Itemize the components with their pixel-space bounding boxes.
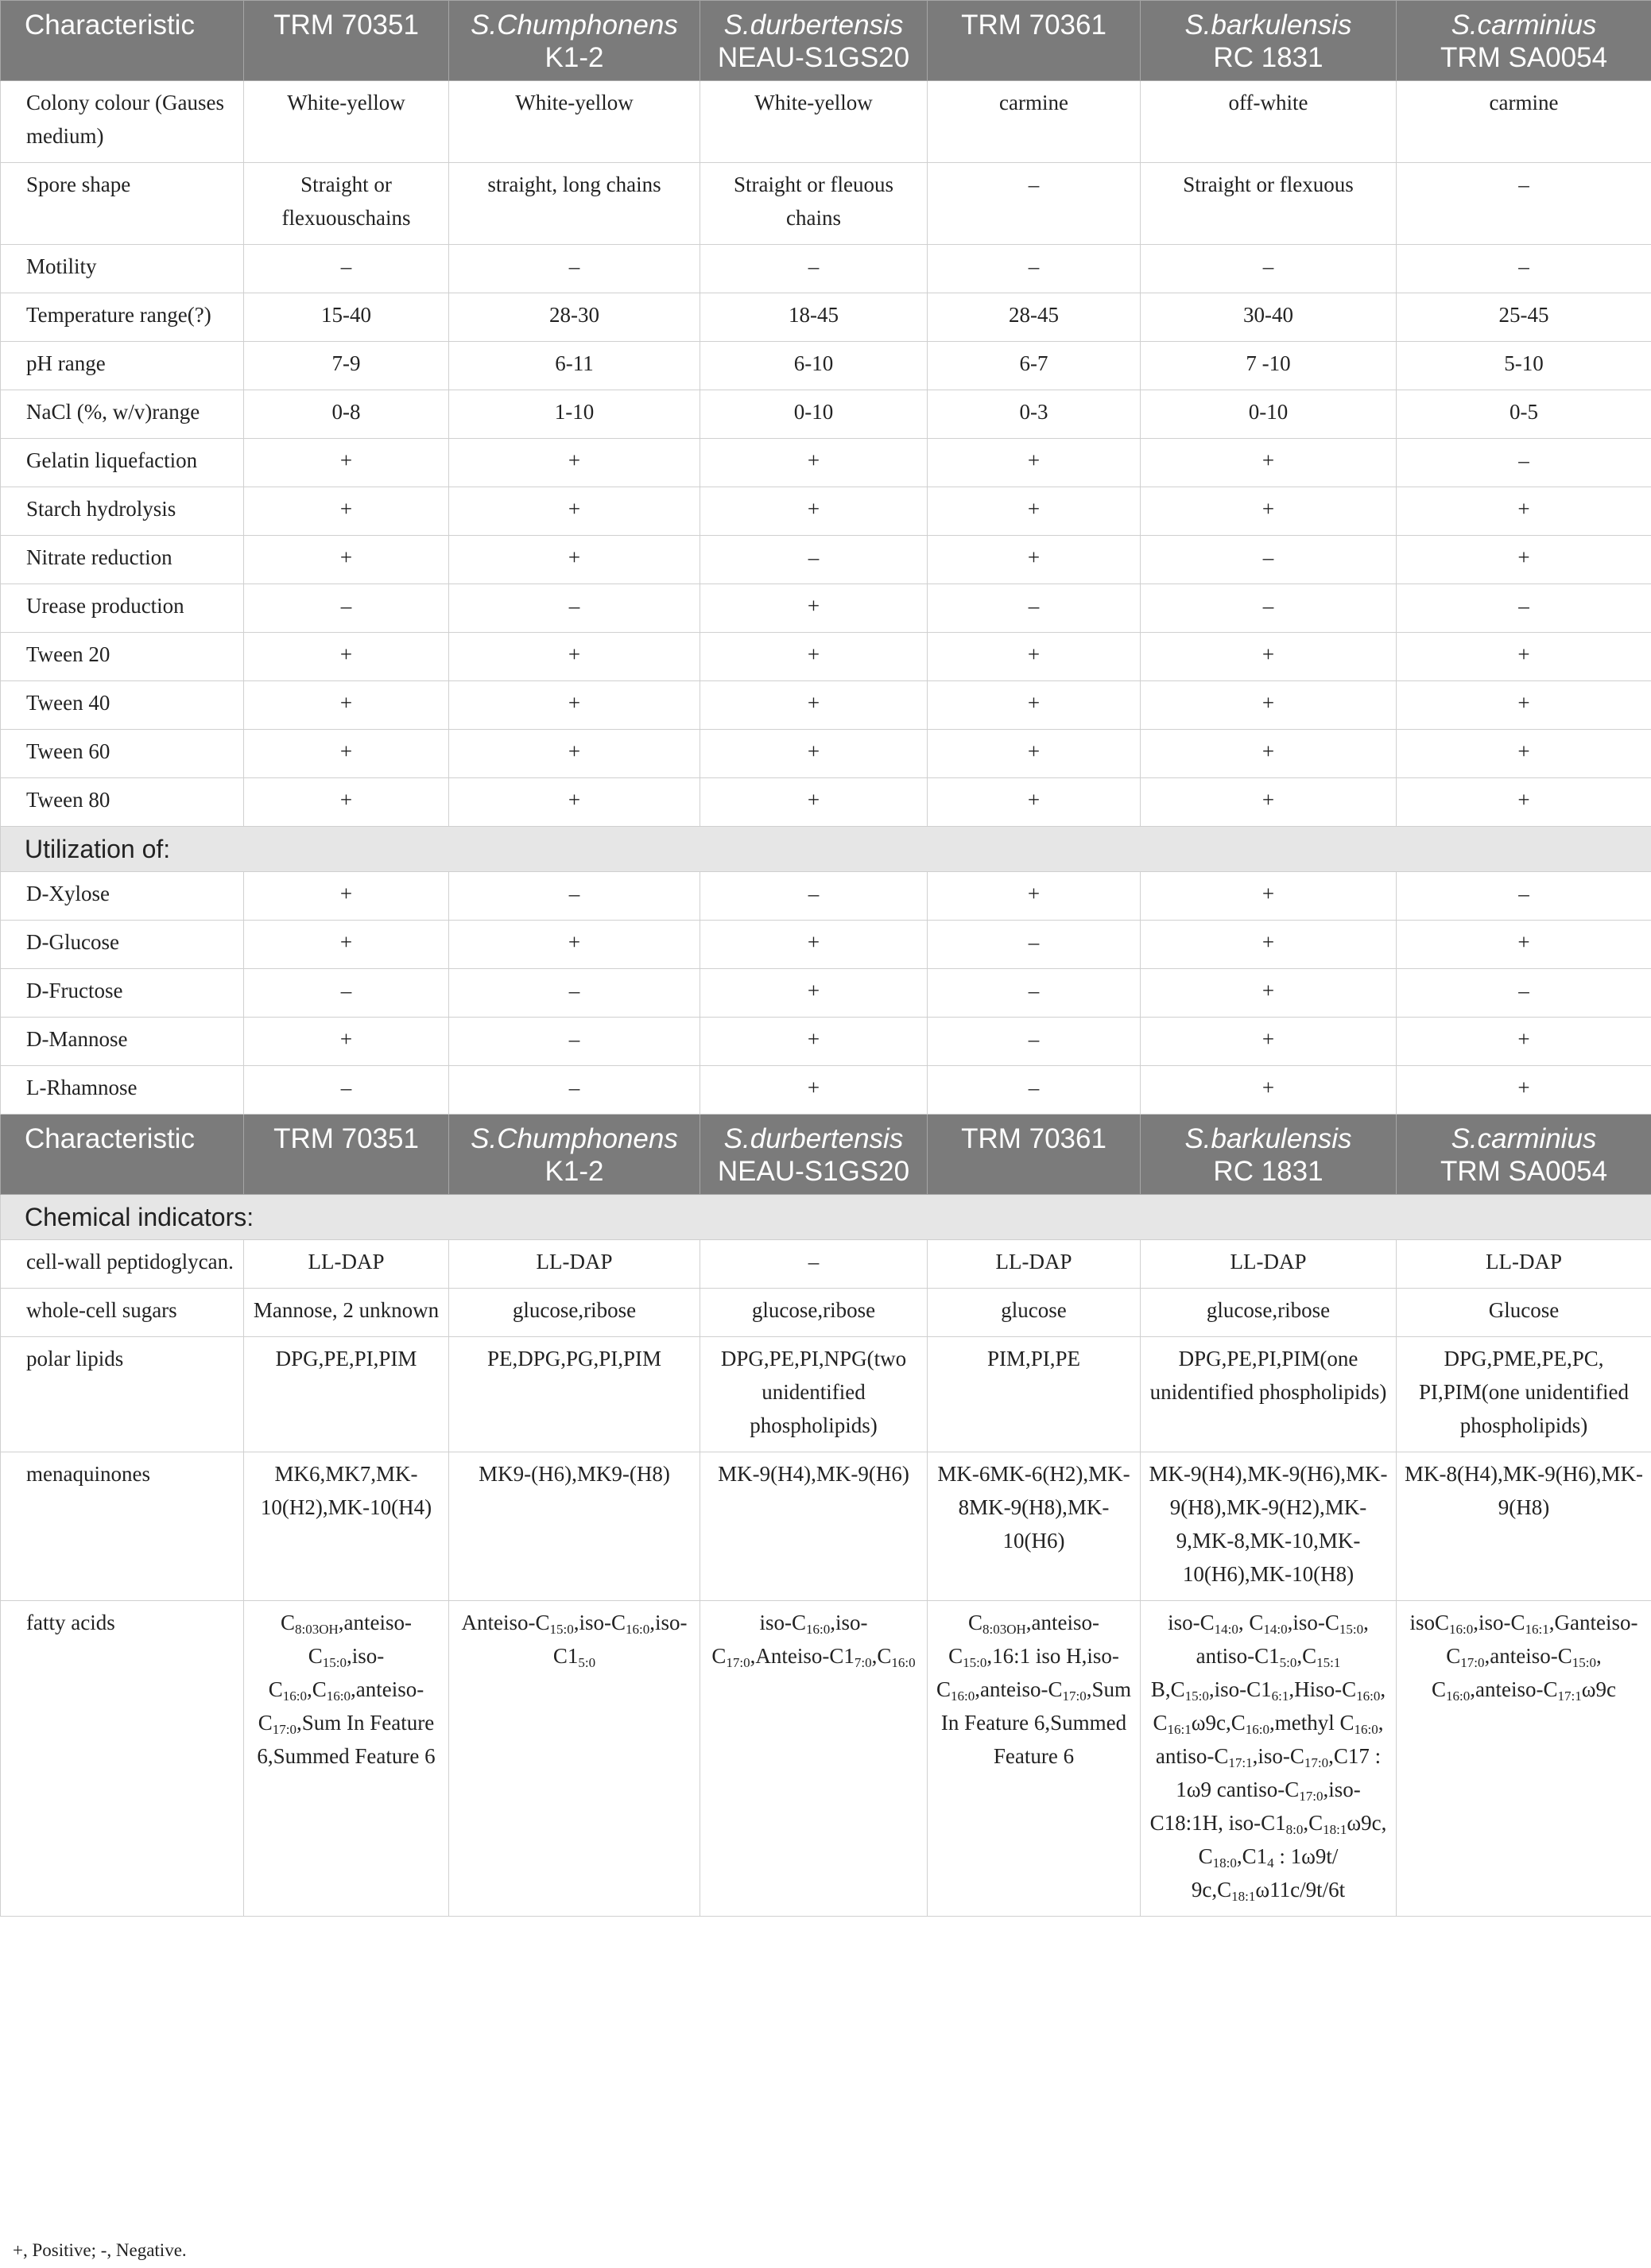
column-header bbox=[700, 1, 928, 81]
table-cell: + bbox=[700, 1066, 928, 1115]
table-cell: carmine bbox=[1397, 81, 1651, 163]
section-title: Chemical indicators: bbox=[1, 1195, 1651, 1240]
table-cell: – bbox=[928, 921, 1141, 969]
table-cell: LL-DAP bbox=[1141, 1240, 1397, 1289]
table-cell: Glucose bbox=[1397, 1289, 1651, 1337]
table-cell: LL-DAP bbox=[244, 1240, 449, 1289]
column-header-name: Characteristic bbox=[25, 1123, 195, 1154]
row-label: fatty acids bbox=[1, 1601, 244, 1917]
table-cell: + bbox=[1141, 1018, 1397, 1066]
table-cell: – bbox=[928, 969, 1141, 1018]
table-cell: 7-9 bbox=[244, 342, 449, 390]
table-cell: + bbox=[1141, 872, 1397, 921]
column-header-strain: K1-2 bbox=[545, 42, 604, 73]
table-cell: MK-8(H4),MK-9(H6),MK-9(H8) bbox=[1397, 1452, 1651, 1601]
table-row bbox=[1, 245, 1651, 293]
column-header-strain: RC 1831 bbox=[1213, 1156, 1324, 1187]
table-cell: MK9-(H6),MK9-(H8) bbox=[449, 1452, 700, 1601]
table-cell: + bbox=[244, 921, 449, 969]
table-row bbox=[1, 584, 1651, 633]
row-label: Starch hydrolysis bbox=[1, 487, 244, 536]
table-cell: 15-40 bbox=[244, 293, 449, 342]
row-label: D-Mannose bbox=[1, 1018, 244, 1066]
table-cell: + bbox=[700, 633, 928, 681]
table-cell: 6-10 bbox=[700, 342, 928, 390]
table-row bbox=[1, 390, 1651, 439]
table-row bbox=[1, 1066, 1651, 1115]
table-cell: $C_{8:03OH},anteiso-C_{15:0},16:1$ iso $H,iso-C_{16:0},anteiso-C_{17:0},Sum$ In Feature 6,Summed Feature 6 bbox=[928, 1601, 1141, 1917]
table-cell: + bbox=[1141, 633, 1397, 681]
table-cell: + bbox=[928, 730, 1141, 778]
table-cell: 0-5 bbox=[1397, 390, 1651, 439]
table-cell: LL-DAP bbox=[1397, 1240, 1651, 1289]
row-label: menaquinones bbox=[1, 1452, 244, 1601]
column-header-strain: RC 1831 bbox=[1213, 42, 1324, 73]
table-footnote: +, Positive; -, Negative. bbox=[13, 2240, 187, 2260]
row-label: pH range bbox=[1, 342, 244, 390]
table-cell: – bbox=[700, 1240, 928, 1289]
table-cell: – bbox=[1397, 584, 1651, 633]
table-cell: + bbox=[244, 730, 449, 778]
column-header-name: S.barkulensis bbox=[1184, 10, 1352, 41]
table-cell: + bbox=[700, 681, 928, 730]
section-utilization bbox=[1, 827, 1651, 872]
table-cell: + bbox=[928, 439, 1141, 487]
table-cell: + bbox=[449, 487, 700, 536]
table-cell: + bbox=[1397, 487, 1651, 536]
table-cell: Straight or fleuous chains bbox=[700, 163, 928, 245]
header-row bbox=[1, 1, 1651, 81]
column-header bbox=[449, 1, 700, 81]
table-cell: MK-9(H4),MK-9(H6) bbox=[700, 1452, 928, 1601]
table-cell: carmine bbox=[928, 81, 1141, 163]
table-cell: + bbox=[1397, 921, 1651, 969]
table-cell: 30-40 bbox=[1141, 293, 1397, 342]
table-cell: – bbox=[1397, 163, 1651, 245]
table-row bbox=[1, 1240, 1651, 1289]
table-row bbox=[1, 81, 1651, 163]
table-cell: + bbox=[928, 487, 1141, 536]
column-header bbox=[244, 1115, 449, 1195]
row-label: Tween 80 bbox=[1, 778, 244, 827]
table-cell: DPG,PE,PI,NPG(two unidentified phospholipids) bbox=[700, 1337, 928, 1452]
table-cell: + bbox=[1397, 1066, 1651, 1115]
table-cell: straight, long chains bbox=[449, 163, 700, 245]
table-cell: + bbox=[1141, 439, 1397, 487]
column-header bbox=[449, 1115, 700, 1195]
section-chemical bbox=[1, 1195, 1651, 1240]
table-row bbox=[1, 1337, 1651, 1452]
table-cell: + bbox=[1397, 730, 1651, 778]
column-header-name: S.carminius bbox=[1451, 10, 1597, 41]
table-cell: – bbox=[700, 245, 928, 293]
table-cell: – bbox=[928, 163, 1141, 245]
table-cell: off-white bbox=[1141, 81, 1397, 163]
row-label: Motility bbox=[1, 245, 244, 293]
table-cell: + bbox=[1141, 969, 1397, 1018]
column-header-strain: TRM SA0054 bbox=[1440, 1156, 1608, 1187]
table-cell: – bbox=[1397, 245, 1651, 293]
table-cell: glucose,ribose bbox=[449, 1289, 700, 1337]
table-cell: + bbox=[449, 921, 700, 969]
table-cell: + bbox=[1141, 730, 1397, 778]
column-header bbox=[1, 1, 244, 81]
table-cell: – bbox=[449, 1066, 700, 1115]
table-cell: + bbox=[928, 633, 1141, 681]
table-cell: + bbox=[700, 969, 928, 1018]
table-cell: 0-8 bbox=[244, 390, 449, 439]
row-label: D-Fructose bbox=[1, 969, 244, 1018]
table-cell: + bbox=[244, 536, 449, 584]
table-cell: – bbox=[1141, 245, 1397, 293]
column-header-name: TRM 70361 bbox=[961, 1123, 1106, 1154]
column-header-name: S.barkulensis bbox=[1184, 1123, 1352, 1154]
column-header bbox=[1397, 1115, 1651, 1195]
table-cell: – bbox=[1141, 536, 1397, 584]
table-cell: 0-3 bbox=[928, 390, 1141, 439]
column-header-name: S.durbertensis bbox=[723, 10, 904, 41]
table-cell: + bbox=[700, 921, 928, 969]
row-label: Tween 40 bbox=[1, 681, 244, 730]
table-cell: + bbox=[700, 1018, 928, 1066]
header-row bbox=[1, 1115, 1651, 1195]
table-cell: – bbox=[244, 1066, 449, 1115]
column-header-name: S.durbertensis bbox=[723, 1123, 904, 1154]
column-header bbox=[1397, 1, 1651, 81]
column-header bbox=[1141, 1, 1397, 81]
table-cell: – bbox=[700, 872, 928, 921]
table-cell: 6-11 bbox=[449, 342, 700, 390]
table-cell: + bbox=[449, 681, 700, 730]
row-label: polar lipids bbox=[1, 1337, 244, 1452]
table-cell: + bbox=[700, 584, 928, 633]
table-cell: – bbox=[928, 245, 1141, 293]
section-title: Utilization of: bbox=[1, 827, 1651, 872]
table-row bbox=[1, 872, 1651, 921]
table-cell: Straight or flexuous bbox=[1141, 163, 1397, 245]
table-cell: 5-10 bbox=[1397, 342, 1651, 390]
table-cell: iso-$C_{14:0}$, $C_{14:0},iso-C_{15:0}$, antiso-$C1_{5:0},C_{15:1}$ $B,C_{15:0},iso-C1_{6:1},Hiso-C_{16:0}$, $C_{16:1}\omega 9c,C_{16:0},methyl$ $C_{16:0}$, antiso-$C_{17:1},iso-C_{17:0},C17$ : 1ω9 cantiso-$C_{17:0},iso-C18:1H$, iso-$C1_{8:0},C_{18:1}\omega 9c$, $C_{18:0},C1_4$ : 1ω9t/ $9c,C_{18:1}\omega 11c/9t/6t$ bbox=[1141, 1601, 1397, 1917]
table-row bbox=[1, 969, 1651, 1018]
table-cell: MK-9(H4),MK-9(H6),MK-9(H8),MK-9(H2),MK-9,MK-8,MK-10,MK-10(H6),MK-10(H8) bbox=[1141, 1452, 1397, 1601]
column-header bbox=[1141, 1115, 1397, 1195]
table-cell: + bbox=[244, 872, 449, 921]
column-header-strain: TRM SA0054 bbox=[1440, 42, 1608, 73]
table-cell: 18-45 bbox=[700, 293, 928, 342]
row-label: cell-wall peptidoglycan. bbox=[1, 1240, 244, 1289]
table-cell: – bbox=[449, 1018, 700, 1066]
table-cell: + bbox=[449, 730, 700, 778]
table-cell: + bbox=[928, 681, 1141, 730]
column-header-name: TRM 70351 bbox=[273, 1123, 419, 1154]
table-cell: $isoC_{16:0},iso-C_{16:1},Ganteiso-C_{17:0},anteiso-C_{15:0}$, $C_{16:0},anteiso-C_{17:1}\omega 9c$ bbox=[1397, 1601, 1651, 1917]
column-header-strain: NEAU-S1GS20 bbox=[717, 42, 910, 73]
column-header-strain: NEAU-S1GS20 bbox=[717, 1156, 910, 1187]
column-header-strain: K1-2 bbox=[545, 1156, 604, 1187]
table-cell: – bbox=[1397, 969, 1651, 1018]
table-cell: + bbox=[928, 778, 1141, 827]
table-row bbox=[1, 487, 1651, 536]
table-cell: – bbox=[1141, 584, 1397, 633]
table-cell: Mannose, 2 unknown bbox=[244, 1289, 449, 1337]
table-cell: Anteiso-$C_{15:0},iso-C_{16:0},iso-C1_{5:0}$ bbox=[449, 1601, 700, 1917]
table-cell: – bbox=[928, 584, 1141, 633]
row-label: Temperature range(?) bbox=[1, 293, 244, 342]
column-header-name: S.Chumphonens bbox=[471, 1123, 678, 1154]
table-row bbox=[1, 921, 1651, 969]
table-cell: + bbox=[700, 778, 928, 827]
table-row bbox=[1, 681, 1651, 730]
table-cell: + bbox=[244, 778, 449, 827]
row-label: Tween 60 bbox=[1, 730, 244, 778]
row-label: Tween 20 bbox=[1, 633, 244, 681]
table-cell: + bbox=[244, 633, 449, 681]
table-cell: MK-6MK-6(H2),MK-8MK-9(H8),MK-10(H6) bbox=[928, 1452, 1141, 1601]
column-header bbox=[928, 1, 1141, 81]
table-row bbox=[1, 1289, 1651, 1337]
table-cell: + bbox=[1397, 778, 1651, 827]
row-label: NaCl (%, w/v)range bbox=[1, 390, 244, 439]
table-cell: LL-DAP bbox=[928, 1240, 1141, 1289]
table-cell: + bbox=[449, 536, 700, 584]
table-row bbox=[1, 1452, 1651, 1601]
table-cell: + bbox=[700, 487, 928, 536]
column-header-name: TRM 70361 bbox=[961, 10, 1106, 41]
table-cell: + bbox=[1397, 681, 1651, 730]
table-cell: + bbox=[1141, 487, 1397, 536]
table-cell: + bbox=[449, 633, 700, 681]
table-cell: + bbox=[700, 439, 928, 487]
table-cell: + bbox=[1141, 778, 1397, 827]
table-cell: MK6,MK7,MK-10(H2),MK-10(H4) bbox=[244, 1452, 449, 1601]
row-label: whole-cell sugars bbox=[1, 1289, 244, 1337]
column-header-name: TRM 70351 bbox=[273, 10, 419, 41]
table-cell: + bbox=[928, 872, 1141, 921]
table-cell: – bbox=[1397, 439, 1651, 487]
row-label: L-Rhamnose bbox=[1, 1066, 244, 1115]
table-row bbox=[1, 730, 1651, 778]
table-cell: White-yellow bbox=[244, 81, 449, 163]
table-cell: – bbox=[449, 245, 700, 293]
table-row bbox=[1, 778, 1651, 827]
table-cell: – bbox=[244, 245, 449, 293]
table-cell: – bbox=[700, 536, 928, 584]
table-cell: – bbox=[244, 584, 449, 633]
table-cell: + bbox=[244, 487, 449, 536]
row-label: Colony colour (Gauses medium) bbox=[1, 81, 244, 163]
table-cell: glucose,ribose bbox=[700, 1289, 928, 1337]
table-cell: + bbox=[1141, 681, 1397, 730]
column-header-name: S.Chumphonens bbox=[471, 10, 678, 41]
table-cell: PE,DPG,PG,PI,PIM bbox=[449, 1337, 700, 1452]
table-row bbox=[1, 342, 1651, 390]
table-cell: White-yellow bbox=[700, 81, 928, 163]
table-cell: DPG,PE,PI,PIM bbox=[244, 1337, 449, 1452]
table-cell: + bbox=[1397, 536, 1651, 584]
table-cell: + bbox=[244, 1018, 449, 1066]
table-cell: – bbox=[449, 872, 700, 921]
table-cell: 28-45 bbox=[928, 293, 1141, 342]
table-cell: – bbox=[928, 1066, 1141, 1115]
table-row bbox=[1, 536, 1651, 584]
table-cell: iso-$C_{16:0},iso-C_{17:0},Anteiso-C1_{7:0},C_{16:0}$ bbox=[700, 1601, 928, 1917]
column-header bbox=[1, 1115, 244, 1195]
column-header-name: S.carminius bbox=[1451, 1123, 1597, 1154]
column-header bbox=[928, 1115, 1141, 1195]
table-cell: glucose bbox=[928, 1289, 1141, 1337]
table-cell: + bbox=[244, 439, 449, 487]
table-cell: – bbox=[244, 969, 449, 1018]
row-label: Urease production bbox=[1, 584, 244, 633]
row-label: D-Xylose bbox=[1, 872, 244, 921]
row-label: Spore shape bbox=[1, 163, 244, 245]
row-label: D-Glucose bbox=[1, 921, 244, 969]
table-cell: + bbox=[449, 439, 700, 487]
table-row bbox=[1, 1018, 1651, 1066]
table-cell: 1-10 bbox=[449, 390, 700, 439]
table-cell: + bbox=[928, 536, 1141, 584]
table-row bbox=[1, 163, 1651, 245]
row-label: Gelatin liquefaction bbox=[1, 439, 244, 487]
table-cell: + bbox=[244, 681, 449, 730]
table-cell: DPG,PME,PE,PC, PI,PIM(one unidentified phospholipids) bbox=[1397, 1337, 1651, 1452]
table-cell: 28-30 bbox=[449, 293, 700, 342]
table-cell: + bbox=[449, 778, 700, 827]
table-cell: 6-7 bbox=[928, 342, 1141, 390]
table-cell: glucose,ribose bbox=[1141, 1289, 1397, 1337]
table-row bbox=[1, 439, 1651, 487]
column-header bbox=[700, 1115, 928, 1195]
table-cell: – bbox=[449, 969, 700, 1018]
table-row bbox=[1, 293, 1651, 342]
table-cell: PIM,PI,PE bbox=[928, 1337, 1141, 1452]
table-cell: Straight or flexuouschains bbox=[244, 163, 449, 245]
table-row bbox=[1, 1601, 1651, 1917]
table-cell: + bbox=[1397, 633, 1651, 681]
table-cell: + bbox=[1141, 921, 1397, 969]
column-header bbox=[244, 1, 449, 81]
row-label: Nitrate reduction bbox=[1, 536, 244, 584]
table-cell: – bbox=[928, 1018, 1141, 1066]
table-cell: $C_{8:03OH},anteiso-C_{15:0},iso-C_{16:0},C_{16:0},anteiso-C_{17:0},Sum$ In Feature 6,Summed Feature 6 bbox=[244, 1601, 449, 1917]
table-cell: + bbox=[1397, 1018, 1651, 1066]
table-cell: 0-10 bbox=[700, 390, 928, 439]
table-row bbox=[1, 633, 1651, 681]
table-cell: LL-DAP bbox=[449, 1240, 700, 1289]
table-cell: + bbox=[700, 730, 928, 778]
table-cell: – bbox=[1397, 872, 1651, 921]
column-header-name: Characteristic bbox=[25, 10, 195, 41]
table-cell: – bbox=[449, 584, 700, 633]
table-cell: White-yellow bbox=[449, 81, 700, 163]
table-cell: + bbox=[1141, 1066, 1397, 1115]
table-cell: 7 -10 bbox=[1141, 342, 1397, 390]
table-cell: 0-10 bbox=[1141, 390, 1397, 439]
table-cell: DPG,PE,PI,PIM(one unidentified phospholipids) bbox=[1141, 1337, 1397, 1452]
table-cell: 25-45 bbox=[1397, 293, 1651, 342]
